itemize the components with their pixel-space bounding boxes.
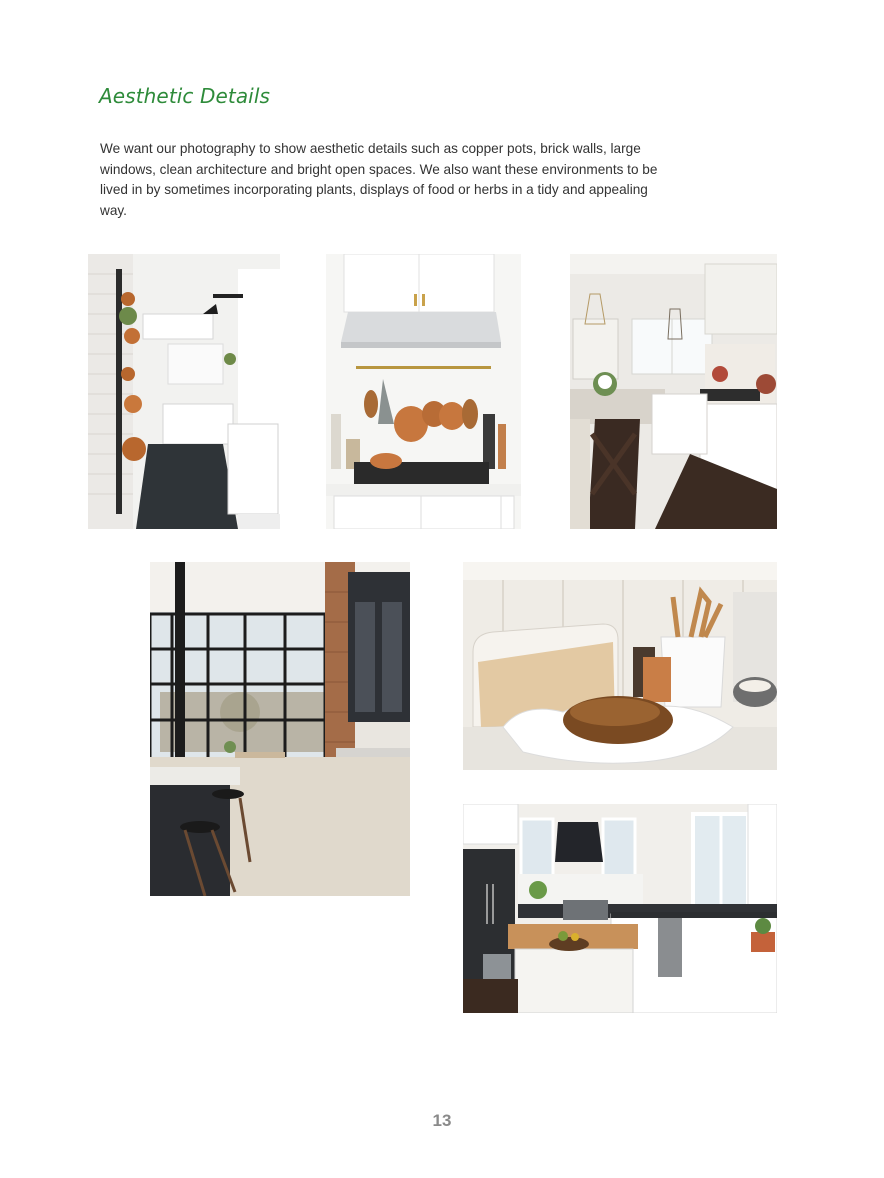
galley-kitchen-photo	[88, 254, 280, 529]
page-number: 13	[432, 1111, 452, 1130]
intro-paragraph: We want our photography to show aesthetic details such as copper pots, brick walls, large windows, clean architecture and bright open spaces. We also want these environments to be lived in by sometimes incorporating plants, displays of food or herbs in a tidy and appealing way.	[100, 141, 658, 218]
bread-display-photo	[463, 562, 777, 770]
section-heading: Aesthetic Details	[99, 84, 271, 108]
white-kitchen-island-photo	[570, 254, 777, 529]
range-hood-copper-pans-photo	[326, 254, 521, 529]
butcher-block-kitchen-photo	[463, 804, 777, 1013]
industrial-kitchen-windows-photo	[150, 562, 410, 896]
